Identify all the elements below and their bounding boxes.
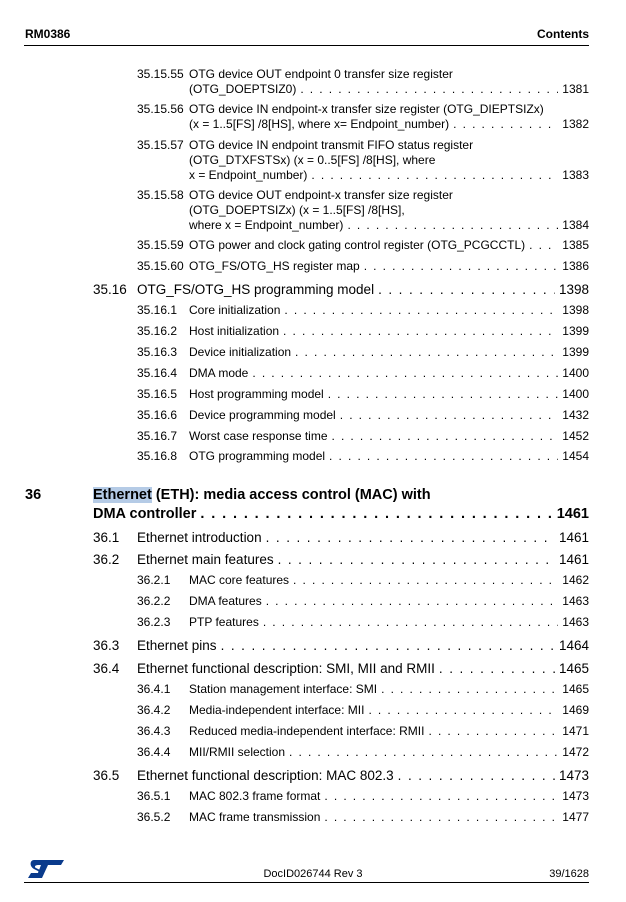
- toc-entry-number: 36.1: [93, 530, 120, 545]
- footer-rule: [24, 882, 589, 883]
- toc-entry-page: 1382: [562, 117, 589, 131]
- toc-entry[interactable]: [137, 67, 589, 97]
- toc-entry-number: 35.15.55: [137, 67, 184, 81]
- toc-leader-dots: [324, 810, 558, 825]
- toc-entry-number: 35.16.5: [137, 387, 178, 401]
- toc-entry-number: 35.16.4: [137, 366, 178, 380]
- toc-entry-title: Ethernet pins: [137, 638, 217, 653]
- toc-leader-dots: [283, 324, 558, 339]
- toc-entry[interactable]: [137, 615, 589, 630]
- toc-entry-title: OTG device IN endpoint-x transfer size register (OTG_DIEPTSIZx): [189, 102, 544, 116]
- toc-entry-number: 35.15.59: [137, 238, 184, 252]
- toc-entry[interactable]: [137, 745, 589, 760]
- toc-entry[interactable]: [137, 682, 589, 697]
- toc-entry-title: (OTG_DOEPTSIZ0): [189, 82, 297, 96]
- toc-entry-title: MII/RMII selection: [189, 745, 286, 759]
- toc-entry-number: 35.15.60: [137, 259, 184, 273]
- toc-entry-page: 1473: [558, 768, 589, 783]
- toc-entry[interactable]: [137, 703, 589, 718]
- toc-entry-title: MAC frame transmission: [189, 810, 321, 824]
- toc-leader-dots: [284, 303, 558, 318]
- toc-entry-title: DMA controller: [93, 506, 197, 522]
- toc-leader-dots: [221, 637, 555, 655]
- toc-entry[interactable]: [93, 281, 589, 299]
- toc-leader-dots: [329, 449, 558, 464]
- toc-entry-title: OTG device OUT endpoint 0 transfer size register: [189, 67, 453, 81]
- toc-entry-number: 36.2.3: [137, 615, 171, 629]
- toc-entry-number: 36.2.1: [137, 573, 171, 587]
- toc-entry-number: 35.16.3: [137, 345, 178, 359]
- toc-entry-page: 1469: [562, 703, 589, 717]
- toc-entry-title: Ethernet functional description: MAC 802.3: [137, 768, 394, 783]
- toc-entry[interactable]: [93, 529, 589, 547]
- toc-entry[interactable]: [137, 449, 589, 464]
- toc-entry-title: OTG_FS/OTG_HS programming model: [137, 282, 375, 297]
- toc-entry-title: where x = Endpoint_number): [189, 218, 344, 232]
- toc-entry-title: Station management interface: SMI: [189, 682, 378, 696]
- toc-entry-number: 36.2: [93, 552, 120, 567]
- toc-entry[interactable]: [137, 429, 589, 444]
- search-highlight: Ethernet: [93, 487, 152, 503]
- toc-entry-page: 1386: [562, 259, 589, 273]
- toc-leader-dots: [453, 117, 558, 132]
- toc-entry-page: 1452: [562, 429, 589, 443]
- toc-entry-title: MAC 802.3 frame format: [189, 789, 321, 803]
- toc-entry[interactable]: [137, 789, 589, 804]
- toc-entry-title: Device initialization: [189, 345, 292, 359]
- toc-entry-number: 36.3: [93, 638, 120, 653]
- toc-entry-number: 36.4.4: [137, 745, 171, 759]
- toc-entry-title: (x = 1..5[FS] /8[HS], where x= Endpoint_number): [189, 117, 450, 131]
- toc-entry-title: DMA features: [189, 594, 262, 608]
- toc-entry-page: 1465: [562, 682, 589, 696]
- toc-entry-number: 35.15.56: [137, 102, 184, 116]
- toc-entry[interactable]: [137, 387, 589, 402]
- toc-entry-number: 36: [25, 487, 42, 503]
- toc-entry-page: 1398: [558, 282, 589, 297]
- toc-entry-page: 1398: [562, 303, 589, 317]
- toc-entry-title: OTG device OUT endpoint-x transfer size register: [189, 188, 453, 202]
- toc-entry[interactable]: [137, 303, 589, 318]
- toc-entry[interactable]: [93, 660, 589, 678]
- toc-leader-dots: [347, 218, 558, 233]
- toc-entry-page: 1399: [562, 345, 589, 359]
- toc-entry-number: 36.4: [93, 661, 120, 676]
- toc-entry-title: Reduced media-independent interface: RMII: [189, 724, 425, 738]
- toc-leader-dots: [340, 408, 559, 423]
- toc-leader-dots: [364, 259, 559, 274]
- toc-entry[interactable]: [137, 724, 589, 739]
- header-section: Contents: [537, 27, 589, 41]
- toc-entry-number: 35.16.7: [137, 429, 178, 443]
- toc-entry-title: MAC core features: [189, 573, 290, 587]
- toc-entry-title: Media-independent interface: MII: [189, 703, 365, 717]
- toc-leader-dots: [311, 168, 558, 183]
- toc-entry-page: 1381: [562, 82, 589, 96]
- footer-page-number: 39/1628: [549, 868, 589, 880]
- toc-entry-page: 1399: [562, 324, 589, 338]
- toc-entry-page: 1473: [562, 789, 589, 803]
- toc-entry-number: 36.4.3: [137, 724, 171, 738]
- toc-leader-dots: [381, 682, 558, 697]
- toc-entry-number: 36.4.1: [137, 682, 171, 696]
- toc-entry-page: 1463: [562, 615, 589, 629]
- toc-entry[interactable]: [137, 408, 589, 423]
- toc-leader-dots: [252, 366, 558, 381]
- toc-leader-dots: [428, 724, 558, 739]
- toc-entry-page: 1472: [562, 745, 589, 759]
- toc-leader-dots: [439, 660, 555, 678]
- toc-entry-page: 1432: [562, 408, 589, 422]
- footer-doc-number: DocID026744 Rev 3: [263, 868, 363, 880]
- toc-leader-dots: [295, 345, 558, 360]
- toc-entry-page: 1385: [562, 238, 589, 252]
- toc-leader-dots: [300, 82, 558, 97]
- toc-entry-title: OTG programming model: [189, 449, 326, 463]
- toc-entry-title: Ethernet main features: [137, 552, 274, 567]
- toc-entry-title: (OTG_DOEPTSIZx) (x = 1..5[FS] /8[HS],: [189, 203, 405, 217]
- toc-entry-page: 1461: [558, 530, 589, 545]
- header-doc-id: RM0386: [25, 27, 71, 41]
- toc-entry-title: PTP features: [189, 615, 259, 629]
- toc-entry-title: (OTG_DTXFSTSx) (x = 0..5[FS] /8[HS], where: [189, 153, 436, 167]
- toc-entry-number: 36.4.2: [137, 703, 171, 717]
- toc-leader-dots: [266, 529, 555, 547]
- header-rule: [24, 45, 589, 46]
- toc-entry-number: 36.5.1: [137, 789, 171, 803]
- toc-leader-dots: [529, 238, 558, 253]
- toc-entry-number: 35.16.2: [137, 324, 178, 338]
- toc-entry-title: DMA mode: [189, 366, 249, 380]
- toc-entry-title: OTG power and clock gating control register (OTG_PCGCCTL): [189, 238, 526, 252]
- toc-leader-dots: [289, 745, 558, 760]
- toc-leader-dots: [398, 767, 555, 785]
- toc-leader-dots: [200, 505, 552, 524]
- toc-entry-title: x = Endpoint_number): [189, 168, 308, 182]
- toc-entry[interactable]: [137, 259, 589, 274]
- toc-entry-page: 1400: [562, 387, 589, 401]
- toc-entry[interactable]: [137, 138, 589, 183]
- toc-entry-number: 35.16.6: [137, 408, 178, 422]
- toc-entry-page: 1471: [562, 724, 589, 738]
- toc-entry-page: 1400: [562, 366, 589, 380]
- toc-entry-title: Core initialization: [189, 303, 281, 317]
- toc-entry[interactable]: [137, 102, 589, 132]
- toc-entry-page: 1477: [562, 810, 589, 824]
- toc-entry[interactable]: [93, 767, 589, 785]
- toc-entry-page: 1464: [558, 638, 589, 653]
- toc-entry-number: 35.16.1: [137, 303, 178, 317]
- toc-entry-number: 35.15.57: [137, 138, 184, 152]
- toc-entry[interactable]: [137, 345, 589, 360]
- toc-entry[interactable]: [93, 637, 589, 655]
- toc-leader-dots: [324, 789, 558, 804]
- toc-entry[interactable]: [93, 551, 589, 569]
- toc-entry-title: Ethernet introduction: [137, 530, 262, 545]
- toc-entry-title: Ethernet (ETH): media access control (MAC) with: [93, 487, 431, 503]
- toc-entry-page: 1383: [562, 168, 589, 182]
- toc-entry[interactable]: [137, 324, 589, 339]
- toc-entry[interactable]: [25, 486, 589, 524]
- toc-entry-title: Host programming model: [189, 387, 324, 401]
- toc-entry[interactable]: [137, 594, 589, 609]
- toc-entry-page: 1462: [562, 573, 589, 587]
- toc-entry-number: 36.5: [93, 768, 120, 783]
- toc-leader-dots: [293, 573, 558, 588]
- toc-entry[interactable]: [137, 188, 589, 233]
- toc-entry-title: Host initialization: [189, 324, 280, 338]
- toc-entry-page: 1461: [558, 552, 589, 567]
- toc-leader-dots: [378, 281, 555, 299]
- toc-entry-number: 35.16: [93, 282, 127, 297]
- toc-entry-title: OTG device IN endpoint transmit FIFO status register: [189, 138, 474, 152]
- toc-entry-page: 1461: [556, 506, 589, 522]
- toc-entry-page: 1384: [562, 218, 589, 232]
- toc-entry[interactable]: [137, 366, 589, 381]
- toc-entry-number: 36.5.2: [137, 810, 171, 824]
- toc-leader-dots: [263, 615, 558, 630]
- toc-entry-title: OTG_FS/OTG_HS register map: [189, 259, 360, 273]
- toc-entry-title: Ethernet functional description: SMI, MII and RMII: [137, 661, 435, 676]
- toc-entry-number: 35.15.58: [137, 188, 184, 202]
- toc-entry-page: 1463: [562, 594, 589, 608]
- toc-leader-dots: [332, 429, 559, 444]
- toc-entry-number: 36.2.2: [137, 594, 171, 608]
- toc-leader-dots: [278, 551, 555, 569]
- toc-entry[interactable]: [137, 238, 589, 253]
- toc-entry[interactable]: [137, 810, 589, 825]
- toc-leader-dots: [328, 387, 559, 402]
- toc-entry-title: Worst case response time: [189, 429, 328, 443]
- toc-entry-page: 1454: [562, 449, 589, 463]
- toc-entry-page: 1465: [558, 661, 589, 676]
- toc-leader-dots: [266, 594, 559, 609]
- toc-entry-title: Device programming model: [189, 408, 336, 422]
- toc-entry-number: 35.16.8: [137, 449, 178, 463]
- toc-leader-dots: [368, 703, 558, 718]
- toc-entry[interactable]: [137, 573, 589, 588]
